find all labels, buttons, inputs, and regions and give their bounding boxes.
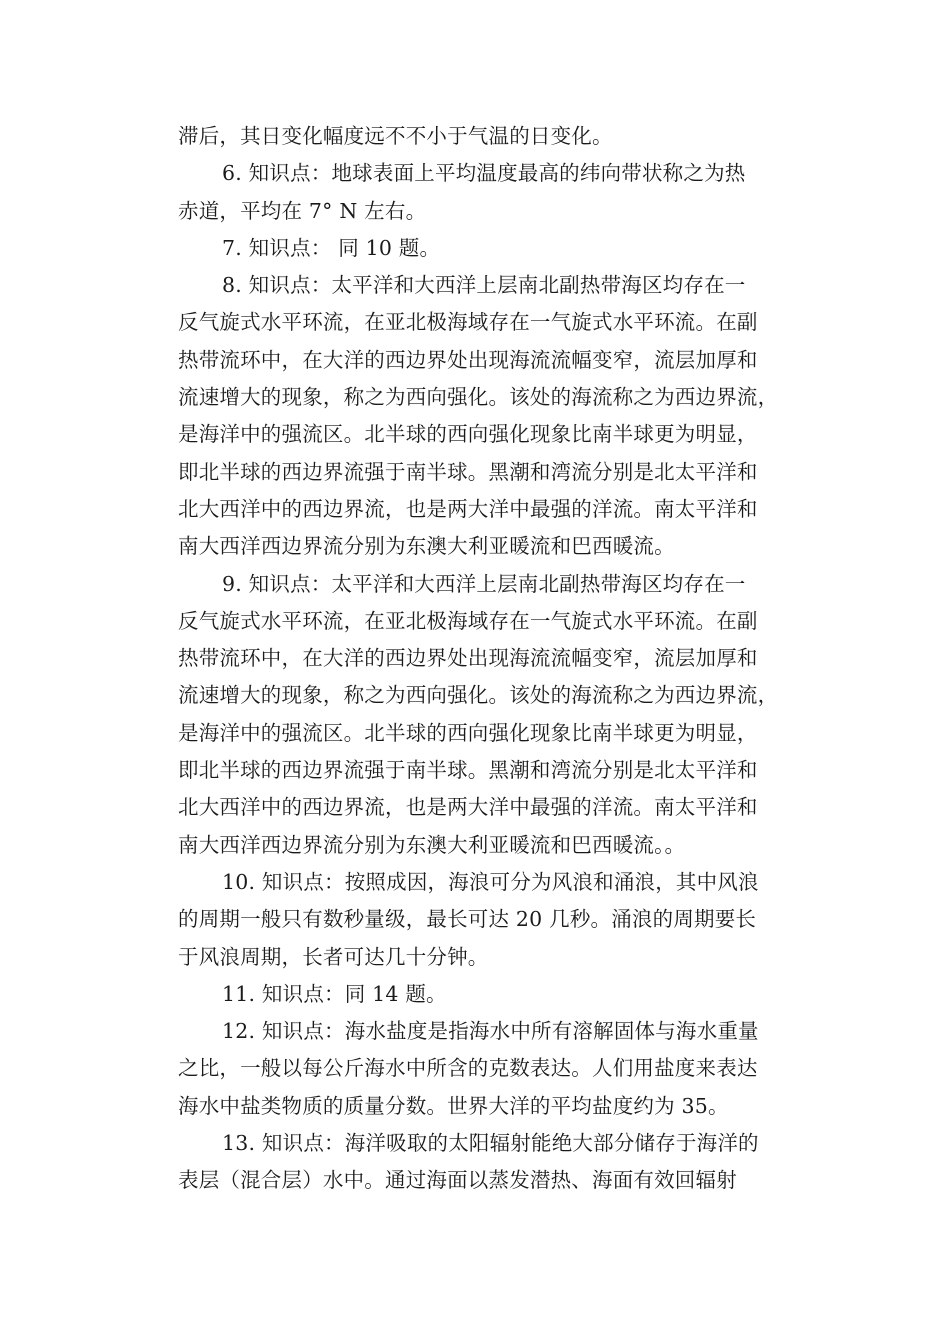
text-line: 反气旋式水平环流，在亚北极海域存在一气旋式水平环流。在副	[178, 310, 758, 335]
document-body	[178, 118, 818, 1200]
text-line: 流速增大的现象，称之为西向强化。该处的海流称之为西边界流，	[178, 385, 779, 410]
text-line: 即北半球的西边界流强于南半球。黑潮和湾流分别是北太平洋和	[178, 459, 758, 484]
text-line: 北大西洋中的西边界流，也是两大洋中最强的洋流。南太平洋和	[178, 795, 758, 820]
text-line: 8. 知识点：太平洋和大西洋上层南北副热带海区均存在一	[222, 273, 746, 298]
text-line: 13. 知识点：海洋吸取的太阳辐射能绝大部分储存于海洋的	[222, 1131, 759, 1156]
text-line: 6. 知识点：地球表面上平均温度最高的纬向带状称之为热	[222, 161, 746, 186]
text-line: 北大西洋中的西边界流，也是两大洋中最强的洋流。南太平洋和	[178, 496, 758, 521]
text-line: 9. 知识点：太平洋和大西洋上层南北副热带海区均存在一	[222, 571, 746, 596]
text-line: 赤道，平均在 7° N 左右。	[178, 198, 427, 223]
text-line: 是海洋中的强流区。北半球的西向强化现象比南半球更为明显，	[178, 720, 758, 745]
text-line: 南大西洋西边界流分别为东澳大利亚暖流和巴西暖流。	[178, 534, 675, 559]
text-line: 之比，一般以每公斤海水中所含的克数表达。人们用盐度来表达	[178, 1056, 758, 1081]
text-line: 于风浪周期，长者可达几十分钟。	[178, 944, 489, 969]
text-line: 的周期一般只有数秒量级，最长可达 20 几秒。涌浪的周期要长	[178, 907, 757, 932]
text-line: 表层（混合层）水中。通过海面以蒸发潜热、海面有效回辐射	[178, 1168, 737, 1193]
text-line: 流速增大的现象，称之为西向强化。该处的海流称之为西边界流，	[178, 683, 779, 708]
text-line: 12. 知识点：海水盐度是指海水中所有溶解固体与海水重量	[222, 1019, 759, 1044]
text-line: 滞后，其日变化幅度远不不小于气温的日变化。	[178, 124, 613, 148]
text-line: 7. 知识点： 同 10 题。	[222, 235, 441, 260]
text-line: 热带流环中，在大洋的西边界处出现海流流幅变窄，流层加厚和	[178, 347, 758, 372]
text-line: 11. 知识点：同 14 题。	[222, 981, 447, 1006]
text-line: 海水中盐类物质的质量分数。世界大洋的平均盐度约为 35。	[178, 1093, 729, 1118]
text-line: 是海洋中的强流区。北半球的西向强化现象比南半球更为明显，	[178, 422, 758, 447]
text-line: 反气旋式水平环流，在亚北极海域存在一气旋式水平环流。在副	[178, 608, 758, 633]
text-line: 即北半球的西边界流强于南半球。黑潮和湾流分别是北太平洋和	[178, 758, 758, 783]
text-line: 热带流环中，在大洋的西边界处出现海流流幅变窄，流层加厚和	[178, 646, 758, 671]
text-line: 南大西洋西边界流分别为东澳大利亚暖流和巴西暖流。。	[178, 832, 686, 857]
text-line: 10. 知识点：按照成因，海浪可分为风浪和涌浪，其中风浪	[222, 869, 759, 894]
